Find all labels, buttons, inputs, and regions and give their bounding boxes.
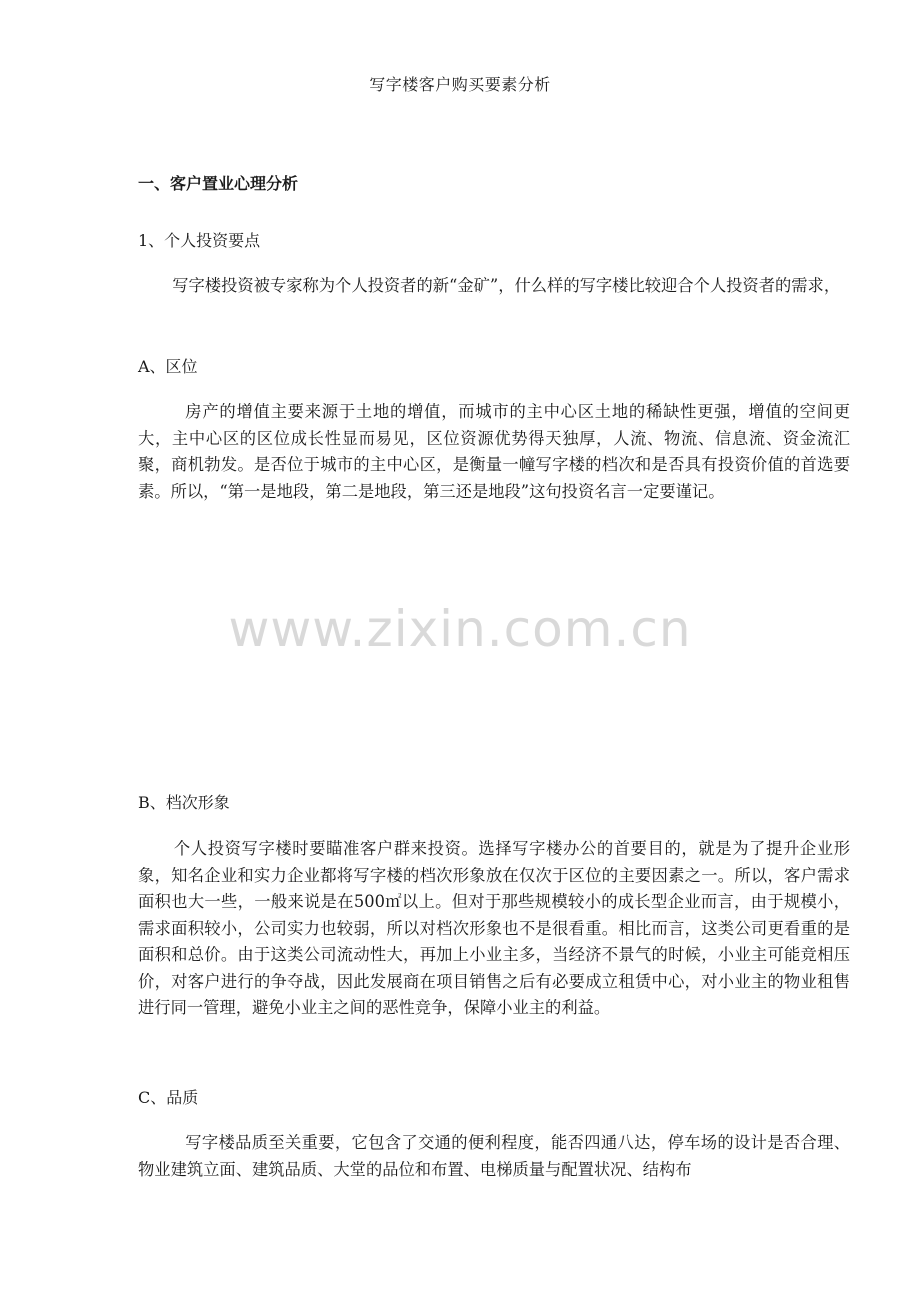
item-heading-b: B、档次形象 [138,793,230,812]
item-heading-c: C、品质 [138,1088,199,1107]
paragraph-quality: 写字楼品质至关重要，它包含了交通的便利程度，能否四通八达，停车场的设计是否合理、物业建筑立面、建筑品质、大堂的品位和布置、电梯质量与配置状况、结构布 [138,1133,850,1179]
subsection-heading-1: 1、个人投资要点 [138,231,261,250]
watermark-text: www.zixin.com.cn [228,600,692,658]
document-title: 写字楼客户购买要素分析 [369,75,551,94]
paragraph-location: 房产的增值主要来源于土地的增值，而城市的主中心区土地的稀缺性更强，增值的空间更大，主中心区的区位成长性显而易见，区位资源优势得天独厚，人流、物流、信息流、资金流汇聚，商机勃发。是否位于城市的主中心区，是衡量一幢写字楼的档次和是否具有投资价值的首选要素。所以，“第一是地段，第二是地段，第三还是地段”这句投资名言一定要谨记。 [138,402,850,501]
item-heading-a: A、区位 [138,357,198,376]
section-heading-1: 一、客户置业心理分析 [138,174,299,193]
paragraph-intro: 写字楼投资被专家称为个人投资者的新“金矿”，什么样的写字楼比较迎合个人投资者的需求， [172,276,841,295]
paragraph-image-grade: 个人投资写字楼时要瞄准客户群来投资。选择写字楼办公的首要目的，就是为了提升企业形象，知名企业和实力企业都将写字楼的档次形象放在仅次于区位的主要因素之一。所以，客户需求面积也大一些，一般来说是在500㎡以上。但对于那些规模较小的成长型企业而言，由于规模小，需求面积较小，公司实力也较弱，所以对档次形象也不是很看重。相比而言，这类公司更看重的是面积和总价。由于这类公司流动性大，再加上小业主多，当经济不景气的时候，小业主可能竞相压价，对客户进行的争夺战，因此发展商在项目销售之后有必要成立租赁中心，对小业主的物业租售进行同一管理，避免小业主之间的恶性竞争，保障小业主的利益。 [138,839,850,1017]
